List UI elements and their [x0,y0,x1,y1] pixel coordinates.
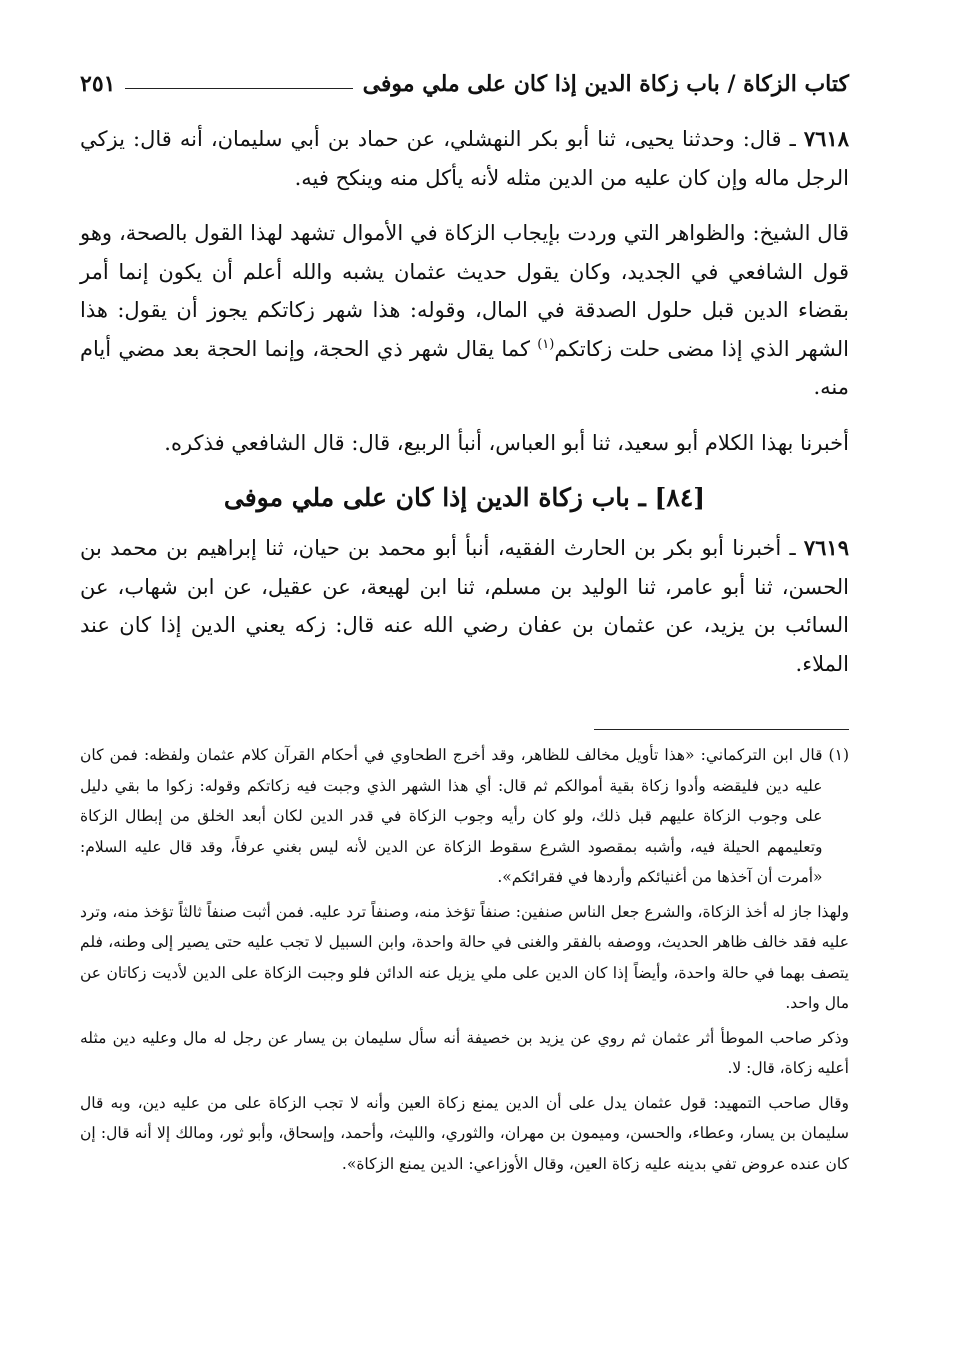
commentary-paragraph [80,214,849,407]
chain-paragraph [80,424,849,463]
chain-text: أخبرنا بهذا الكلام أبو سعيد، ثنا أبو العباس، أنبأ الربيع، قال: قال الشافعي فذكره. [164,430,849,455]
hadith-number: ٧٦١٩ [803,535,849,560]
commentary-text-part2: كما يقال شهر ذي الحجة، وإنما الحجة بعد مضي أيام منه. [80,336,849,399]
footnotes-section [80,740,849,1179]
footnote-continuation: ولهذا جاز له أخذ الزكاة، والشرع جعل الناس صنفين: صنفاً تؤخذ منه، وصنفاً ترد عليه. فمن أثبت صنفاً ثالثاً تؤخذ منه، وترد عليه فقد خالف ظاهر الحديث، ووصفه بالفقر والغنى في حالة واحدة، وابن السبيل لا تجب عليه حتى يصير إلى وطنه، فلم يتصف بهما في حالة واحدة، وأيضاً إذا كان الدين على ملي يزيل عنه الدائن فلو وجبت الزكاة على الدين لأديت زكاتان عن مال واحد. [80,902,849,1012]
footnote-continuation: وقال صاحب التمهيد: قول عثمان يدل على أن الدين يمنع زكاة العين وأنه لا تجب الزكاة على من عليه دين، وبه قال سليمان بن يسار، وعطاء، والحسن، وميمون بن مهران، والثوري، والليث، وأحمد، وإسحاق، وأبو ثور، ومالك إلا أنه قال: إن كان عنده عروض تفي بدينه عليه زكاة العين، وقال الأوزاعي: الدين يمنع الزكاة». [80,1093,849,1173]
commentary-text-part1: قال الشيخ: والظواهر التي وردت بإيجاب الزكاة في الأموال تشهد لهذا القول بالصحة، وهو قول الشافعي في الجديد، وكان يقول حديث عثمان يشبه والله أعلم أن يكون إنما أمر بقضاء الدين قبل حلول الصدقة في المال، وقوله: هذا شهر زكاتكم يجوز أن يقول: هذا الشهر الذي إذا مضى حلت زكاتكم [80,221,850,361]
hadith-7618 [80,120,849,197]
header-rule [125,88,352,89]
footnote-marker[interactable]: (١) [537,336,555,352]
hadith-text: ـ أخبرنا أبو بكر بن الحارث الفقيه، أنبأ أبو محمد بن حيان، ثنا إبراهيم بن محمد بن الحسن، ثنا أبو عامر، ثنا الوليد بن مسلم، ثنا ابن لهيعة، عن عقيل، عن ابن شهاب، عن السائب بن يزيد، عن عثمان بن عفان رضي الله عنه قال: زكه يعني الدين إذا كان عند الملاء. [80,536,849,676]
hadith-number: ٧٦١٨ [803,126,849,151]
hadith-7619 [80,529,849,683]
hadith-text: ـ قال: وحدثنا يحيى، ثنا أبو بكر النهشلي، عن حماد بن أبي سليمان، أنه قال: يزكي الرجل ماله وإن كان عليه من الدين مثله لأنه يأكل منه وينكح فيه. [80,127,849,190]
footnote-label: (١) [828,746,849,764]
chapter-heading: [٨٤] ـ باب زكاة الدين إذا كان على ملي موفى [223,483,706,512]
footnote-separator [594,729,849,730]
footnote-text: قال ابن التركماني: «هذا تأويل مخالف للظاهر، وقد أخرج الطحاوي في أحكام القرآن كلام عثمان ولفظه: فمن كان عليه دين فليقضه وأدوا زكاة بقية أموالكم ثم قال: أي هذا الشهر الذي وجبت فيه زكاتكم وقوله: زكوا ما بقي دليل على وجوب الزكاة عليهم قبل ذلك، ولو كان رأيه وجوب الزكاة في قدر الدين لكان أبعد الخلق من إبطال الزكاة وتعليمهم الحيلة فيه، وأشبه بمقصود الشرع سقوط الزكاة عن الدين لأنه ليس بغني عرفاً، وقد قال عليه السلام: «أمرت أن آخذها من أغنيائكم وأردها في فقرائكم». [80,746,823,886]
footnote-continuation: وذكر صاحب الموطأ أثر عثمان ثم روي عن يزيد بن خصيفة أنه سأل سليمان بن يسار عن رجل له مال وعليه دين مثله أعليه زكاة، قال: لا. [80,1028,849,1077]
running-header-title: كتاب الزكاة / باب زكاة الدين إذا كان على ملي موفى [362,71,849,97]
running-header [80,62,849,106]
footnote-1 [80,740,849,893]
page-number: ٢٥١ [80,71,116,97]
